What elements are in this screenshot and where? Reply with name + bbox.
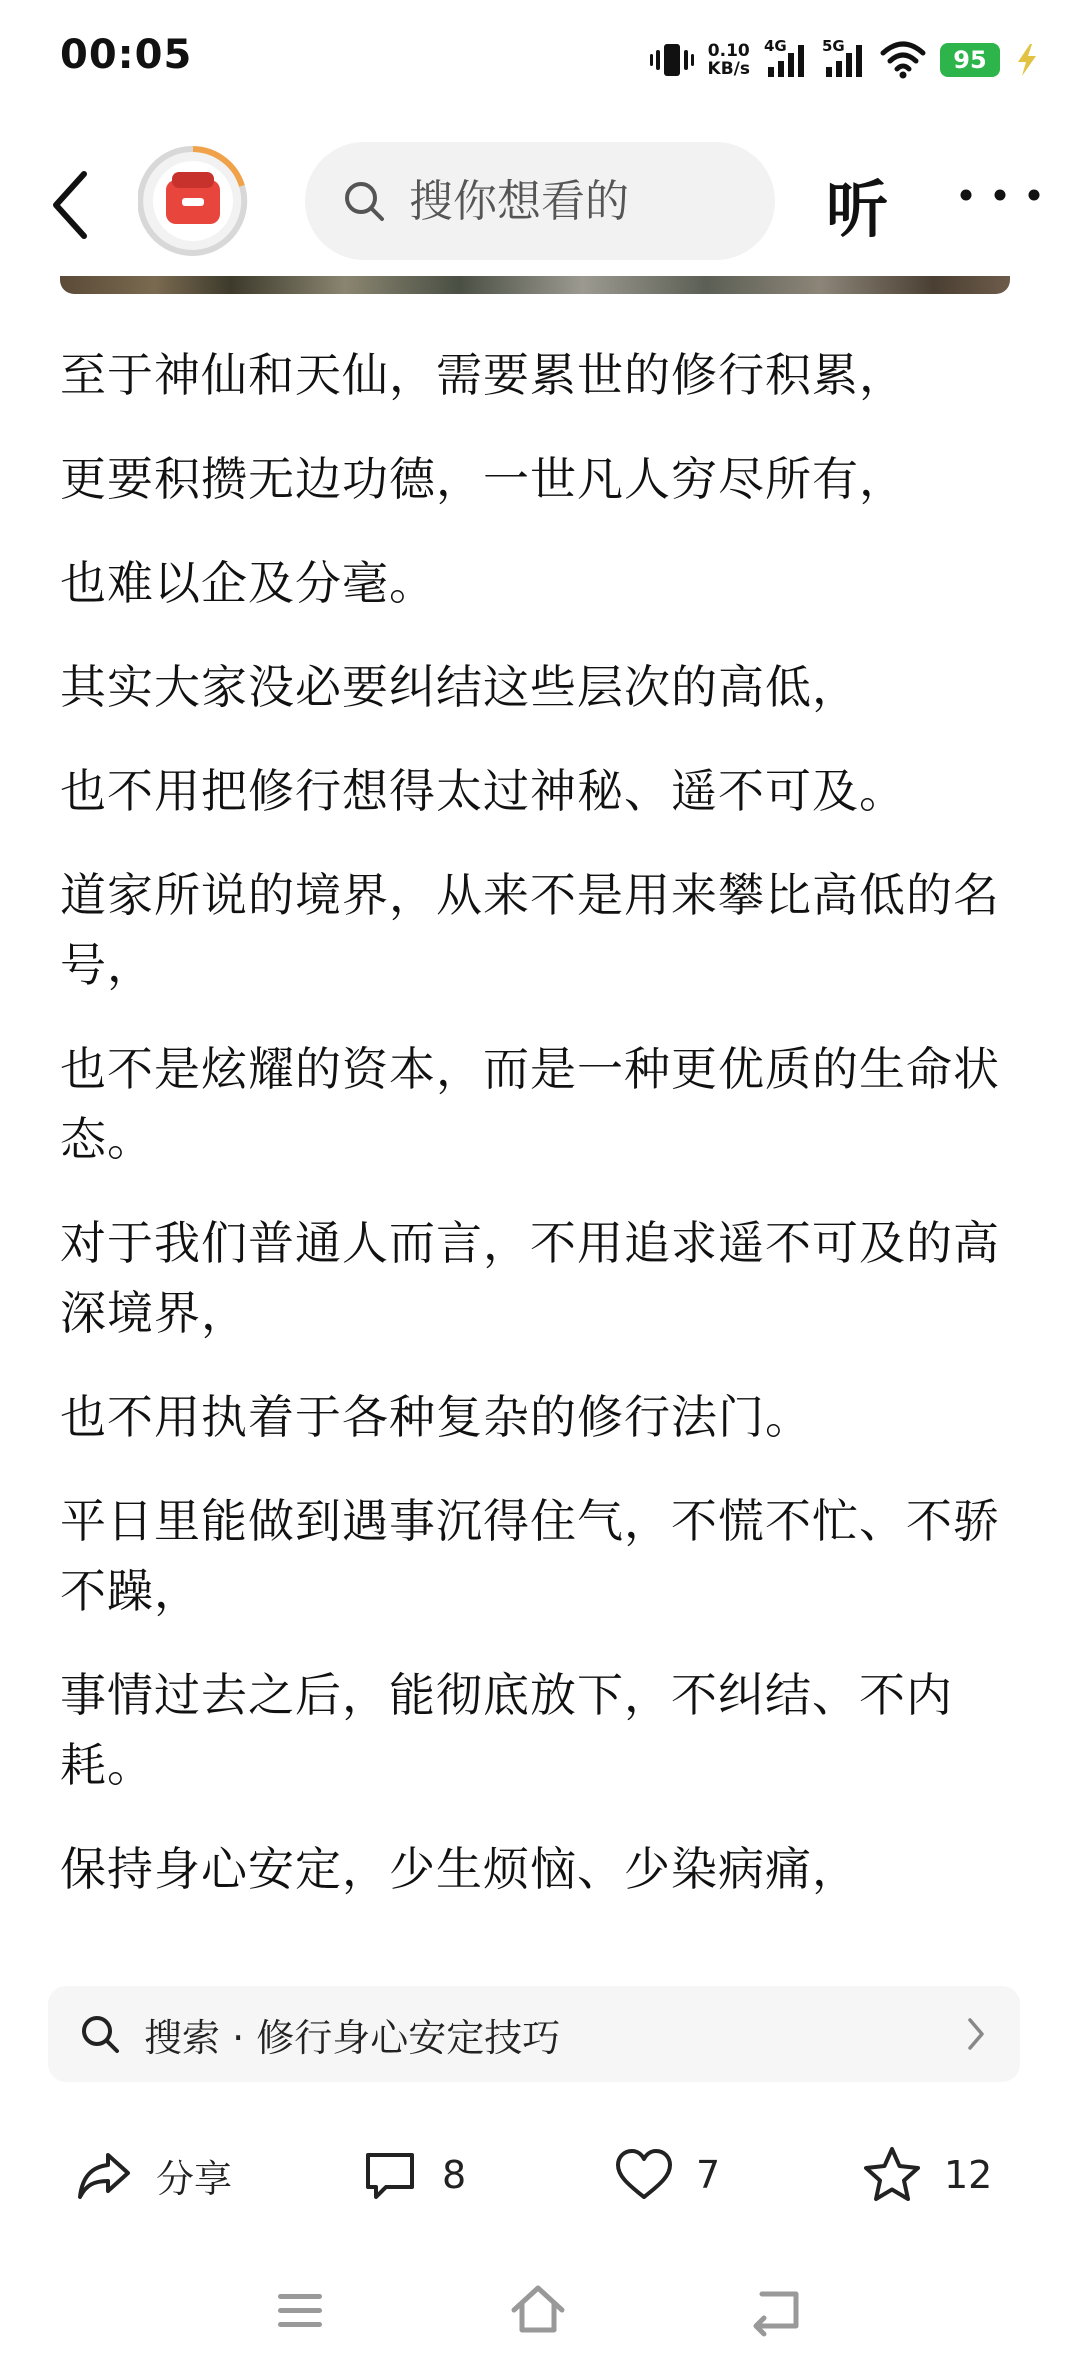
signal-4g-label: 4G bbox=[764, 37, 787, 55]
heart-icon bbox=[614, 2145, 674, 2205]
status-time: 00:05 bbox=[60, 32, 193, 78]
top-nav bbox=[0, 130, 1080, 280]
signal-5g-label: 5G bbox=[822, 37, 845, 55]
menu-icon bbox=[270, 2280, 330, 2340]
share-label: 分享 bbox=[156, 2156, 233, 2201]
status-bar bbox=[0, 0, 1080, 120]
search-icon bbox=[78, 2012, 122, 2056]
menu-button[interactable] bbox=[270, 2280, 330, 2340]
article-paragraph: 其实大家没必要纠结这些层次的高低， bbox=[60, 660, 859, 714]
article-paragraph: 也不用把修行想得太过神秘、遥不可及。 bbox=[60, 764, 906, 818]
more-button[interactable] bbox=[950, 180, 1050, 210]
like-button[interactable] bbox=[614, 2140, 720, 2210]
home-icon bbox=[508, 2280, 568, 2340]
article-paragraph: 也不是炫耀的资本，而是一种更优质的生命状态。 bbox=[60, 1042, 1000, 1166]
listen-button[interactable]: 听 bbox=[826, 173, 889, 246]
net-speed bbox=[708, 42, 750, 78]
share-button[interactable] bbox=[74, 2140, 232, 2210]
net-speed-value: 0.10 bbox=[707, 41, 750, 61]
search-input[interactable] bbox=[407, 175, 771, 228]
chevron-left-icon bbox=[44, 160, 104, 250]
vibrate-icon bbox=[650, 40, 694, 80]
article-paragraph: 对于我们普通人而言，不用追求遥不可及的高深境界， bbox=[60, 1216, 1000, 1340]
signal-4g bbox=[764, 37, 808, 79]
like-count: 7 bbox=[696, 2153, 721, 2197]
article-body bbox=[60, 340, 1020, 1938]
signal-bars-icon bbox=[822, 41, 866, 79]
signal-bars-icon bbox=[764, 41, 808, 79]
article-paragraph: 更要积攒无边功德，一世凡人穷尽所有， bbox=[60, 452, 906, 506]
net-speed-unit: KB/s bbox=[707, 59, 750, 79]
article-paragraph: 平日里能做到遇事沉得住气，不慌不忙、不骄不躁， bbox=[60, 1494, 1000, 1618]
comment-icon bbox=[360, 2145, 420, 2205]
article-image[interactable] bbox=[60, 276, 1010, 294]
battery-level: 95 bbox=[940, 43, 1000, 77]
comment-button[interactable] bbox=[360, 2140, 466, 2210]
system-nav-bar bbox=[0, 2260, 1080, 2376]
article-paragraph: 至于神仙和天仙，需要累世的修行积累， bbox=[60, 348, 906, 402]
article-paragraph: 保持身心安定，少生烦恼、少染病痛， bbox=[60, 1842, 859, 1896]
search-suggestion[interactable] bbox=[48, 1986, 1020, 2082]
suggestion-text: 搜索 · 修行身心安定技巧 bbox=[144, 2015, 561, 2060]
wifi-icon bbox=[880, 41, 926, 79]
avatar-logo-icon bbox=[138, 146, 248, 256]
article-paragraph: 也不用执着于各种复杂的修行法门。 bbox=[60, 1390, 812, 1444]
article-paragraph: 也难以企及分毫。 bbox=[60, 556, 436, 610]
favorite-button[interactable] bbox=[862, 2140, 992, 2210]
search-icon bbox=[341, 178, 387, 224]
return-icon bbox=[746, 2280, 806, 2340]
back-button[interactable] bbox=[44, 160, 104, 250]
more-dots-icon bbox=[950, 180, 1050, 210]
article-paragraph: 事情过去之后，能彻底放下，不纠结、不内耗。 bbox=[60, 1668, 953, 1792]
back-nav-button[interactable] bbox=[746, 2280, 806, 2340]
action-bar bbox=[0, 2110, 1080, 2240]
share-icon bbox=[74, 2145, 134, 2205]
chevron-right-icon bbox=[966, 2016, 986, 2052]
author-avatar[interactable] bbox=[138, 146, 248, 256]
article-paragraph: 道家所说的境界，从来不是用来攀比高低的名号， bbox=[60, 868, 1000, 992]
charging-icon bbox=[1014, 42, 1040, 78]
status-icons bbox=[650, 36, 1040, 84]
signal-5g bbox=[822, 37, 866, 79]
home-button[interactable] bbox=[508, 2280, 568, 2340]
comment-count: 8 bbox=[442, 2153, 467, 2197]
search-bar[interactable] bbox=[305, 142, 775, 260]
favorite-count: 12 bbox=[944, 2153, 993, 2197]
star-icon bbox=[862, 2145, 922, 2205]
